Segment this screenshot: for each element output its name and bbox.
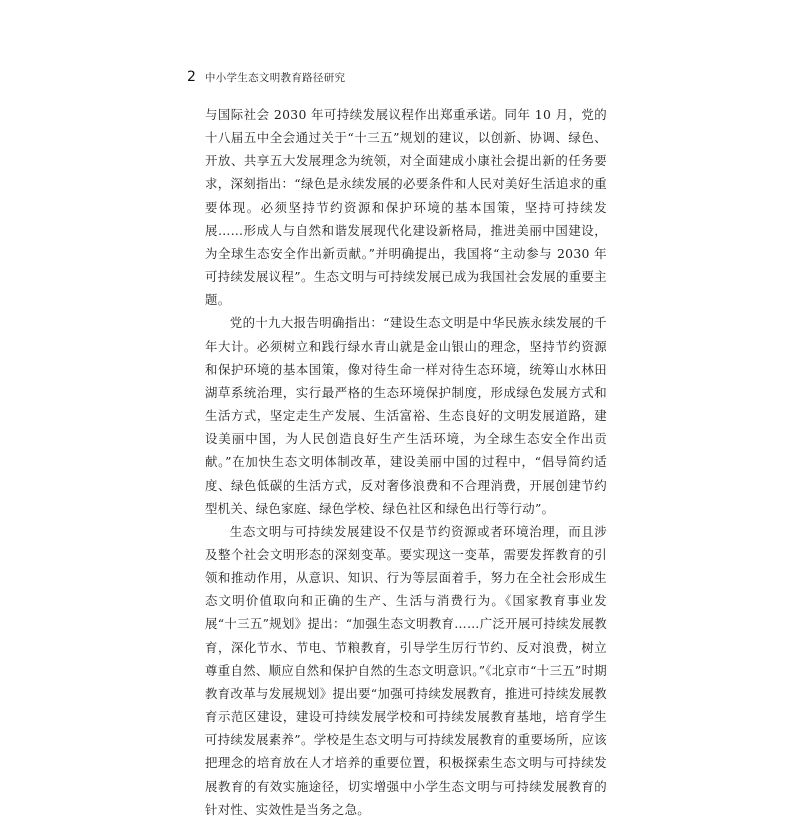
running-header <box>187 68 345 86</box>
paragraph: 党的十九大报告明确指出：“建设生态文明是中华民族永续发展的千年大计。必须树立和践行绿水青山就是金山银山的理念，坚持节约资源和保护环境的基本国策，像对待生命一样对待生态环境，统筹山水林田湖草系统治理，实行最严格的生态环境保护制度，形成绿色发展方式和生活方式，坚定走生产发展、生活富裕、生态良好的文明发展道路，建设美丽中国，为人民创造良好生产生活环境，为全球生态安全作出贡献。”在加快生态文明体制改革，建设美丽中国的过程中，“倡导简约适度、绿色低碳的生活方式，反对奢侈浪费和不合理消费，开展创建节约型机关、绿色家庭、绿色学校、绿色社区和绿色出行等行动”。 <box>205 315 607 516</box>
book-title: 中小学生态文明教育路径研究 <box>204 71 346 84</box>
paragraph: 生态文明与可持续发展建设不仅是节约资源或者环境治理，而且涉及整个社会文明形态的深刻变革。要实现这一变革，需要发挥教育的引领和推动作用，从意识、知识、行为等层面着手，努力在全社会形成生态文明价值取向和正确的生产、生活与消费行为。《国家教育事业发展“十三五”规划》提出：“加强生态文明教育……广泛开展可持续发展教育，深化节水、节电、节粮教育，引导学生厉行节约、反对浪费，树立尊重自然、顺应自然和保护自然的生态文明意识。”《北京市“十三五”时期教育改革与发展规划》提出要“加强可持续发展教育，推进可持续发展教育示范区建设，建设可持续发展学校和可持续发展教育基地，培育学生可持续发展素养”。学校是生态文明与可持续发展教育的重要场所，应该把理念的培育放在人才培养的重要位置，积极探索生态文明与可持续发展教育的有效实施途径，切实增强中小学生态文明与可持续发展教育的针对性、实效性是当务之急。 <box>205 523 607 817</box>
body-text <box>205 103 607 821</box>
page-number: 2 <box>187 69 196 85</box>
paragraph-continued: 与国际社会 2030 年可持续发展议程作出郑重承诺。同年 10 月，党的十八届五中全会通过关于“十三五”规划的建议，以创新、协调、绿色、开放、共享五大发展理念为统领，对全面建成小康社会提出新的任务要求，深刻指出：“绿色是永续发展的必要条件和人民对美好生活追求的重要体现。必须坚持节约资源和保护环境的基本国策，坚持可持续发展……形成人与自然和谐发展现代化建设新格局，推进美丽中国建设，为全球生态安全作出新贡献。”并明确提出，我国将“主动参与 2030 年可持续发展议程”。生态文明与可持续发展已成为我国社会发展的重要主题。 <box>205 107 607 308</box>
